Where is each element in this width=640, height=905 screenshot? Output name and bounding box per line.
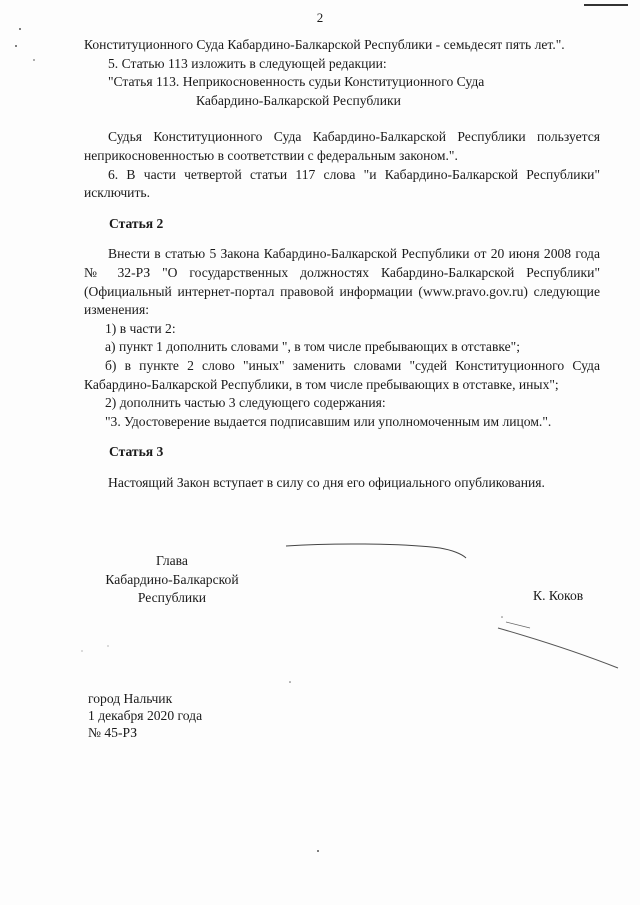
article-113-title-line1: "Статья 113. Неприкосновенность судьи Конституционного Суда	[108, 74, 485, 90]
page-number: 2	[316, 10, 324, 25]
article-3-text: Настоящий Закон вступает в силу со дня его официального опубликования.	[108, 474, 545, 490]
place-and-date	[88, 690, 202, 741]
paragraph-item-5: 5. Статью 113 изложить в следующей редакции:	[108, 55, 387, 71]
article-2-intro: Внести в статью 5 Закона Кабардино-Балкарской Республики от 20 июня 2008 года № 32-РЗ "О государственных должностях Кабардино-Балкарской Республики" (Официальный интернет-портал правовой информации (www.pravo.gov.ru) следующие изменения:	[84, 246, 600, 318]
signatory-title-line3: Республики	[137, 590, 207, 606]
paragraph-judge-immunity: Судья Конституционного Суда Кабардино-Балкарской Республики пользуется неприкосновенностью в соответствии с федеральным законом.".	[84, 129, 600, 163]
signatory-title-line1: Глава	[156, 553, 188, 568]
article-2-item-1: 1) в части 2:	[105, 320, 176, 336]
article-2-heading: Статья 2	[109, 215, 164, 231]
city: город Нальчик	[88, 691, 173, 706]
law-number: № 45-РЗ	[88, 725, 138, 740]
article-2-item-1a: а) пункт 1 дополнить словами ", в том числе пребывающих в отставке";	[105, 339, 521, 355]
signatory-title-line2: Кабардино-Балкарской	[105, 571, 239, 587]
signatory-name: К. Коков	[533, 588, 584, 603]
article-2-item-2-text: "3. Удостоверение выдается подписавшим или уполномоченным им лицом.".	[105, 413, 552, 429]
paragraph-item-6: 6. В части четвертой статьи 117 слова "и Кабардино-Балкарской Республики" исключить.	[84, 166, 600, 201]
article-2-item-1b: б) в пункте 2 слово "иных" заменить словами "судей Конституционного Суда Кабардино-Балкарской Республики, в том числе пребывающих в отставке, иных";	[84, 357, 600, 392]
paragraph-continuation: Конституционного Суда Кабардино-Балкарской Республики - семьдесят пять лет.".	[84, 37, 565, 52]
article-113-title-line2: Кабардино-Балкарской Республики	[196, 92, 401, 108]
date: 1 декабря 2020 года	[88, 708, 203, 723]
article-2-item-2: 2) дополнить частью 3 следующего содержания:	[105, 395, 386, 411]
article-3-heading: Статья 3	[109, 444, 164, 460]
